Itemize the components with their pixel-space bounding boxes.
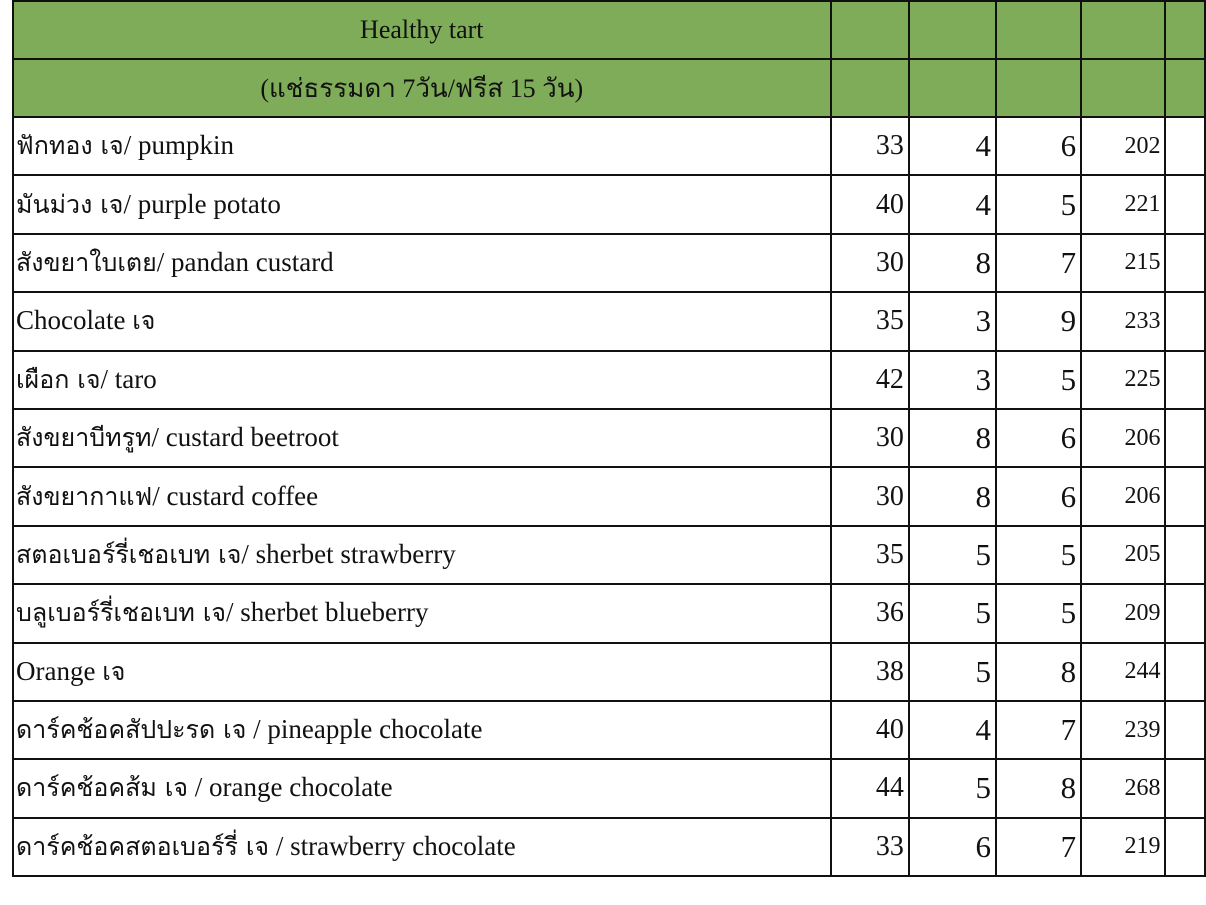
item-name-cell[interactable] <box>13 175 831 233</box>
value-cell-2[interactable]: 4 <box>909 175 996 233</box>
value-cell-4[interactable]: 202 <box>1081 117 1165 175</box>
value-cell-2[interactable]: 8 <box>909 409 996 467</box>
value-cell-4[interactable]: 219 <box>1081 818 1165 876</box>
table-row <box>13 175 1205 233</box>
item-name-english: / orange chocolate <box>188 772 393 803</box>
table-row <box>13 351 1205 409</box>
value-cell-3[interactable]: 7 <box>996 701 1081 759</box>
value-cell-1[interactable]: 35 <box>831 526 909 584</box>
item-name-thai-suffix: เจ <box>102 656 126 686</box>
item-name-english: / pandan custard <box>156 246 334 277</box>
item-name-cell[interactable] <box>13 759 831 817</box>
header-cell[interactable] <box>996 59 1081 117</box>
header-cell[interactable] <box>909 1 996 59</box>
value-cell-1[interactable]: 30 <box>831 234 909 292</box>
value-cell-1[interactable]: 33 <box>831 117 909 175</box>
item-name-english: / purple potato <box>123 188 281 219</box>
item-name-cell[interactable] <box>13 818 831 876</box>
value-cell-3[interactable]: 7 <box>996 818 1081 876</box>
value-cell-2[interactable]: 5 <box>909 759 996 817</box>
table-row <box>13 467 1205 525</box>
item-name-thai: สังขยาใบเตย <box>16 247 157 277</box>
table-row <box>13 526 1205 584</box>
item-name-english: Orange <box>16 655 103 686</box>
empty-cell[interactable] <box>1165 759 1205 817</box>
menu-table <box>12 0 1206 877</box>
empty-cell[interactable] <box>1165 234 1205 292</box>
table-row <box>13 584 1205 642</box>
value-cell-2[interactable]: 5 <box>909 643 996 701</box>
item-name-cell[interactable] <box>13 467 831 525</box>
value-cell-4[interactable]: 205 <box>1081 526 1165 584</box>
value-cell-1[interactable]: 30 <box>831 409 909 467</box>
value-cell-1[interactable]: 35 <box>831 292 909 350</box>
item-name-english: Chocolate <box>16 305 133 336</box>
value-cell-4[interactable]: 206 <box>1081 467 1165 525</box>
table-row <box>13 409 1205 467</box>
table-title[interactable]: Healthy tart <box>13 1 831 59</box>
value-cell-3[interactable]: 5 <box>996 351 1081 409</box>
item-name-thai: สตอเบอร์รี่เชอเบท เจ <box>16 539 242 569</box>
item-name-thai: มันม่วง เจ <box>16 189 124 219</box>
value-cell-3[interactable]: 8 <box>996 643 1081 701</box>
value-cell-1[interactable]: 40 <box>831 175 909 233</box>
value-cell-4[interactable]: 244 <box>1081 643 1165 701</box>
value-cell-3[interactable]: 9 <box>996 292 1081 350</box>
header-cell[interactable] <box>1081 59 1165 117</box>
value-cell-1[interactable]: 42 <box>831 351 909 409</box>
value-cell-2[interactable]: 8 <box>909 234 996 292</box>
table-row <box>13 643 1205 701</box>
item-name-thai: สังขยาบีทรูท <box>16 423 152 453</box>
value-cell-1[interactable]: 38 <box>831 643 909 701</box>
item-name-thai-suffix: เจ <box>132 306 156 336</box>
value-cell-2[interactable]: 4 <box>909 701 996 759</box>
value-cell-4[interactable]: 225 <box>1081 351 1165 409</box>
value-cell-1[interactable]: 33 <box>831 818 909 876</box>
item-name-english: / pumpkin <box>123 130 234 161</box>
item-name-english: / taro <box>100 363 157 394</box>
value-cell-2[interactable]: 3 <box>909 292 996 350</box>
item-name-thai: ฟักทอง เจ <box>16 131 124 161</box>
header-cell[interactable] <box>1081 1 1165 59</box>
header-cell[interactable] <box>996 1 1081 59</box>
value-cell-2[interactable]: 4 <box>909 117 996 175</box>
empty-cell[interactable] <box>1165 117 1205 175</box>
table-row <box>13 234 1205 292</box>
empty-cell[interactable] <box>1165 584 1205 642</box>
value-cell-4[interactable]: 215 <box>1081 234 1165 292</box>
value-cell-3[interactable]: 8 <box>996 759 1081 817</box>
table-row <box>13 759 1205 817</box>
item-name-thai: บลูเบอร์รี่เชอเบท เจ <box>16 598 227 628</box>
value-cell-2[interactable]: 6 <box>909 818 996 876</box>
header-row-title <box>13 1 1205 59</box>
table-row <box>13 117 1205 175</box>
empty-cell[interactable] <box>1165 818 1205 876</box>
value-cell-3[interactable]: 6 <box>996 117 1081 175</box>
empty-cell[interactable] <box>1165 292 1205 350</box>
value-cell-1[interactable]: 30 <box>831 467 909 525</box>
item-name-cell[interactable] <box>13 117 831 175</box>
value-cell-4[interactable]: 206 <box>1081 409 1165 467</box>
value-cell-1[interactable]: 36 <box>831 584 909 642</box>
value-cell-3[interactable]: 5 <box>996 526 1081 584</box>
empty-cell[interactable] <box>1165 351 1205 409</box>
table-row <box>13 292 1205 350</box>
item-name-cell[interactable] <box>13 409 831 467</box>
header-row-subtitle <box>13 59 1205 117</box>
table-row <box>13 818 1205 876</box>
empty-cell[interactable] <box>1165 175 1205 233</box>
value-cell-4[interactable]: 209 <box>1081 584 1165 642</box>
header-cell[interactable] <box>1165 1 1205 59</box>
empty-cell[interactable] <box>1165 643 1205 701</box>
header-cell[interactable] <box>831 1 909 59</box>
value-cell-2[interactable]: 5 <box>909 584 996 642</box>
item-name-english: / custard coffee <box>152 480 319 511</box>
value-cell-4[interactable]: 221 <box>1081 175 1165 233</box>
header-cell[interactable] <box>909 59 996 117</box>
value-cell-2[interactable]: 8 <box>909 467 996 525</box>
value-cell-4[interactable]: 268 <box>1081 759 1165 817</box>
value-cell-1[interactable]: 44 <box>831 759 909 817</box>
table-subtitle[interactable]: (แช่ธรรมดา 7วัน/ฟรีส 15 วัน) <box>13 59 831 117</box>
empty-cell[interactable] <box>1165 409 1205 467</box>
item-name-english: / sherbet blueberry <box>226 597 429 628</box>
value-cell-2[interactable]: 5 <box>909 526 996 584</box>
item-name-english: / strawberry chocolate <box>269 830 516 861</box>
item-name-cell[interactable] <box>13 292 831 350</box>
item-name-english: / custard beetroot <box>151 422 339 453</box>
item-name-thai: สังขยากาแฟ <box>16 481 153 511</box>
item-name-thai: ดาร์คช้อคสตอเบอร์รี่ เจ <box>16 831 270 861</box>
value-cell-3[interactable]: 6 <box>996 409 1081 467</box>
item-name-thai: เผือก เจ <box>16 364 101 394</box>
value-cell-3[interactable]: 7 <box>996 234 1081 292</box>
item-name-cell[interactable] <box>13 526 831 584</box>
item-name-cell[interactable] <box>13 584 831 642</box>
item-name-english: / sherbet strawberry <box>241 538 456 569</box>
empty-cell[interactable] <box>1165 526 1205 584</box>
header-cell[interactable] <box>1165 59 1205 117</box>
item-name-cell[interactable] <box>13 643 831 701</box>
value-cell-3[interactable]: 5 <box>996 584 1081 642</box>
item-name-thai: ดาร์คช้อคส้ม เจ <box>16 773 189 803</box>
value-cell-3[interactable]: 5 <box>996 175 1081 233</box>
item-name-cell[interactable] <box>13 351 831 409</box>
item-name-english: / pineapple chocolate <box>246 714 483 745</box>
item-name-thai: ดาร์คช้อคสัปปะรด เจ <box>16 715 247 745</box>
value-cell-3[interactable]: 6 <box>996 467 1081 525</box>
value-cell-2[interactable]: 3 <box>909 351 996 409</box>
item-name-cell[interactable] <box>13 701 831 759</box>
header-cell[interactable] <box>831 59 909 117</box>
table-row <box>13 701 1205 759</box>
empty-cell[interactable] <box>1165 701 1205 759</box>
empty-cell[interactable] <box>1165 467 1205 525</box>
item-name-cell[interactable] <box>13 234 831 292</box>
value-cell-1[interactable]: 40 <box>831 701 909 759</box>
value-cell-4[interactable]: 233 <box>1081 292 1165 350</box>
value-cell-4[interactable]: 239 <box>1081 701 1165 759</box>
